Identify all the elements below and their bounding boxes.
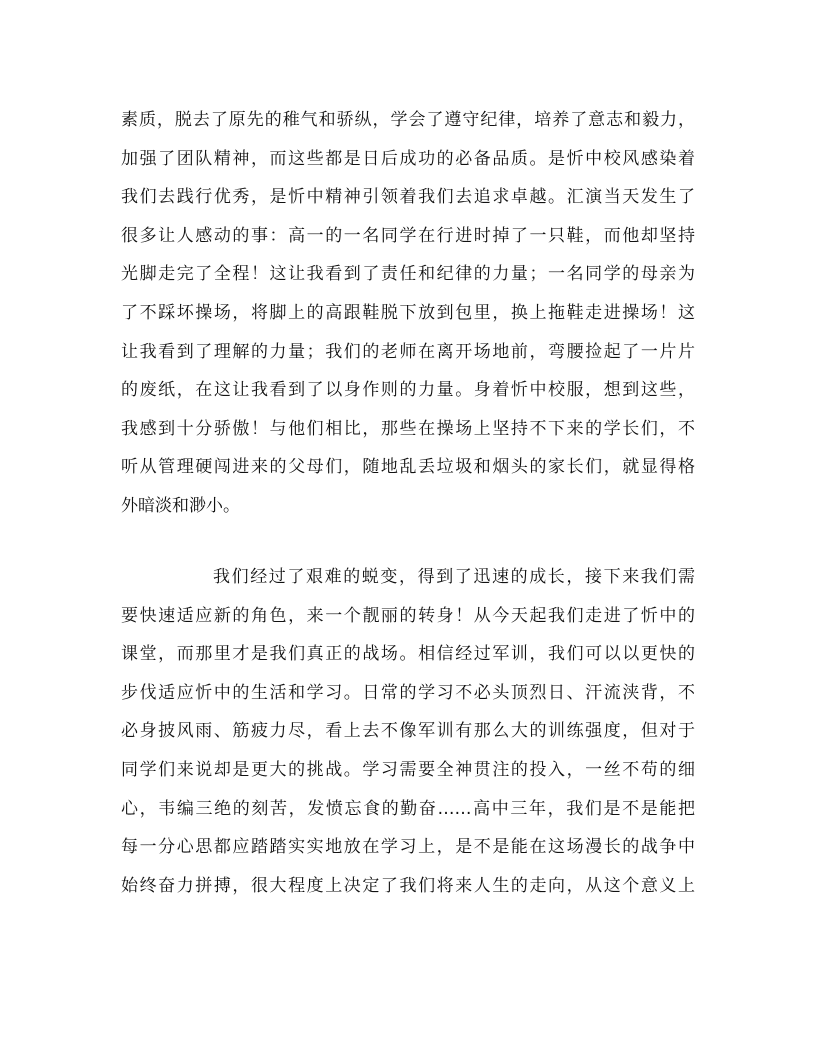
text-line: 的废纸，在这让我看到了以身作则的力量。身着忻中校服，想到这些， bbox=[121, 380, 695, 401]
text-line: 很多让人感动的事：高一的一名同学在行进时掉了一只鞋，而他却坚持 bbox=[121, 225, 695, 246]
text-line: 听从管理硬闯进来的父母们，随地乱丢垃圾和烟头的家长们，就显得格 bbox=[121, 457, 695, 478]
text-line: 要快速适应新的角色，来一个靓丽的转身！从今天起我们走进了忻中的 bbox=[121, 605, 695, 626]
text-line: 每一分心思都应踏踏实实地放在学习上，是不是能在这场漫长的战争中 bbox=[121, 837, 695, 858]
text-line: 我们去践行优秀，是忻中精神引领着我们去追求卓越。汇演当天发生了 bbox=[121, 187, 695, 208]
text-line: 心，韦编三绝的刻苦，发愤忘食的勤奋……高中三年，我们是不是能把 bbox=[121, 798, 695, 819]
text-line: 让我看到了理解的力量；我们的老师在离开场地前，弯腰捡起了一片片 bbox=[121, 341, 695, 362]
text-line: 我感到十分骄傲！与他们相比，那些在操场上坚持不下来的学长们，不 bbox=[121, 418, 695, 439]
text-line: 始终奋力拼搏，很大程度上决定了我们将来人生的走向，从这个意义上 bbox=[121, 875, 695, 896]
text-line: 素质，脱去了原先的稚气和骄纵，学会了遵守纪律，培养了意志和毅力， bbox=[121, 110, 695, 130]
text-line: 加强了团队精神，而这些都是日后成功的必备品质。是忻中校风感染着 bbox=[121, 148, 695, 169]
text-line: 必身披风雨、筋疲力尽，看上去不像军训有那么大的训练强度，但对于 bbox=[121, 721, 695, 742]
text-line: 外暗淡和渺小。 bbox=[121, 496, 240, 516]
text-line: 同学们来说却是更大的挑战。学习需要全神贯注的投入，一丝不苟的细 bbox=[121, 760, 695, 780]
text-line: 课堂，而那里才是我们真正的战场。相信经过军训，我们可以以更快的 bbox=[121, 644, 695, 665]
text-line: 步伐适应忻中的生活和学习。日常的学习不必头顶烈日、汗流浃背，不 bbox=[121, 682, 695, 703]
text-line: 光脚走完了全程！这让我看到了责任和纪律的力量；一名同学的母亲为 bbox=[121, 264, 695, 285]
text-line: 了不踩坏操场，将脚上的高跟鞋脱下放到包里，换上拖鞋走进操场！这 bbox=[121, 303, 695, 323]
text-line-indented: 我们经过了艰难的蜕变，得到了迅速的成长，接下来我们需 bbox=[213, 567, 695, 587]
